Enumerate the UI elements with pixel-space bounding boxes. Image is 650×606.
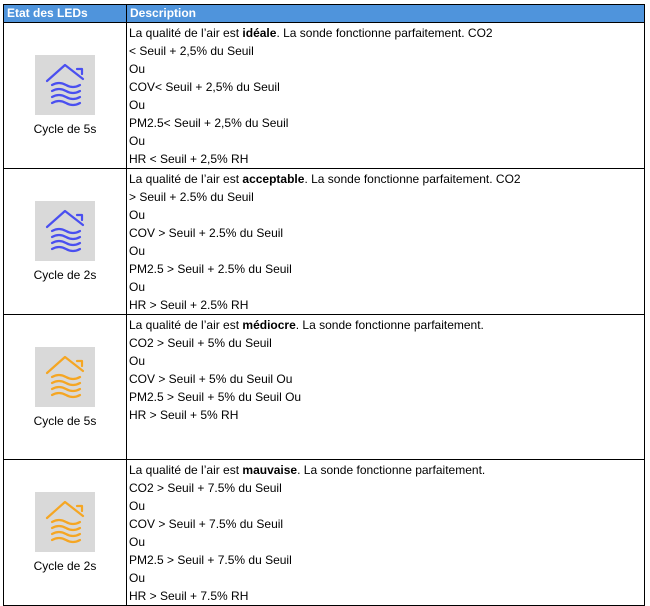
description-line: > Seuil + 2.5% du Seuil <box>129 190 254 204</box>
intro-text: La qualité de l’air est <box>129 26 243 40</box>
description-cell <box>127 315 645 460</box>
description-line: Ou <box>129 571 146 585</box>
description-line: COV > Seuil + 7.5% du Seuil <box>129 517 284 531</box>
description-line: Ou <box>129 354 146 368</box>
description-line: HR > Seuil + 7.5% RH <box>129 589 249 603</box>
led-state-cell <box>4 315 127 460</box>
description-line: PM2.5 > Seuil + 5% du Seuil Ou <box>129 390 302 404</box>
house-air-orange-icon <box>35 492 95 552</box>
description-line: Ou <box>129 499 146 513</box>
description-line: COV > Seuil + 5% du Seuil Ou <box>129 372 293 386</box>
table-row <box>4 169 645 315</box>
intro-text: La qualité de l’air est <box>129 172 243 186</box>
description-intro <box>129 461 642 479</box>
led-state-cell <box>4 169 127 315</box>
column-header-led-state: Etat des LEDs <box>4 5 127 23</box>
intro-text: . La sonde fonctionne parfaitement. CO2 <box>276 26 493 40</box>
description-line: COV< Seuil + 2,5% du Seuil <box>129 80 280 94</box>
description-intro <box>129 24 642 42</box>
description-line: PM2.5 > Seuil + 2.5% du Seuil <box>129 262 292 276</box>
description-line: HR < Seuil + 2,5% RH <box>129 152 249 166</box>
house-air-blue-icon <box>35 201 95 261</box>
cycle-label: Cycle de 5s <box>33 413 97 428</box>
intro-text: . La sonde fonctionne parfaitement. <box>295 318 484 332</box>
table-row <box>4 23 645 169</box>
led-state-cell <box>4 23 127 169</box>
table-header-row <box>4 5 645 23</box>
quality-level: médiocre <box>242 318 296 332</box>
description-line: PM2.5 > Seuil + 7.5% du Seuil <box>129 553 292 567</box>
description-cell <box>127 169 645 315</box>
intro-text: . La sonde fonctionne parfaitement. <box>297 463 486 477</box>
description-line: Ou <box>129 62 146 76</box>
intro-text: . La sonde fonctionne parfaitement. CO2 <box>304 172 521 186</box>
description-line: HR > Seuil + 5% RH <box>129 408 239 422</box>
description-line: Ou <box>129 134 146 148</box>
description-line: Ou <box>129 98 146 112</box>
quality-level: mauvaise <box>242 463 298 477</box>
cycle-label: Cycle de 2s <box>33 559 97 573</box>
description-cell <box>127 460 645 606</box>
description-line: Ou <box>129 244 146 258</box>
description-line: Ou <box>129 280 146 294</box>
house-air-orange-icon <box>35 347 95 407</box>
description-intro <box>129 316 642 334</box>
intro-text: La qualité de l’air est <box>129 463 243 477</box>
cycle-label: Cycle de 2s <box>33 268 97 282</box>
house-air-blue-icon <box>35 55 95 115</box>
description-cell <box>127 23 645 169</box>
description-line: PM2.5< Seuil + 2,5% du Seuil <box>129 116 289 130</box>
description-line: < Seuil + 2,5% du Seuil <box>129 44 254 58</box>
description-line: CO2 > Seuil + 5% du Seuil <box>129 336 272 350</box>
table-row <box>4 315 645 460</box>
led-state-cell <box>4 460 127 606</box>
column-header-description: Description <box>127 5 645 23</box>
cycle-label: Cycle de 5s <box>33 122 97 136</box>
description-line: Ou <box>129 535 146 549</box>
description-line: COV > Seuil + 2.5% du Seuil <box>129 226 284 240</box>
quality-level: idéale <box>242 26 277 40</box>
quality-level: acceptable <box>242 172 305 186</box>
description-line: CO2 > Seuil + 7.5% du Seuil <box>129 481 282 495</box>
table-row <box>4 460 645 606</box>
description-intro <box>129 170 642 188</box>
description-line: Ou <box>129 208 146 222</box>
description-line: HR > Seuil + 2.5% RH <box>129 298 249 312</box>
intro-text: La qualité de l’air est <box>129 318 243 332</box>
led-status-table <box>3 4 645 606</box>
